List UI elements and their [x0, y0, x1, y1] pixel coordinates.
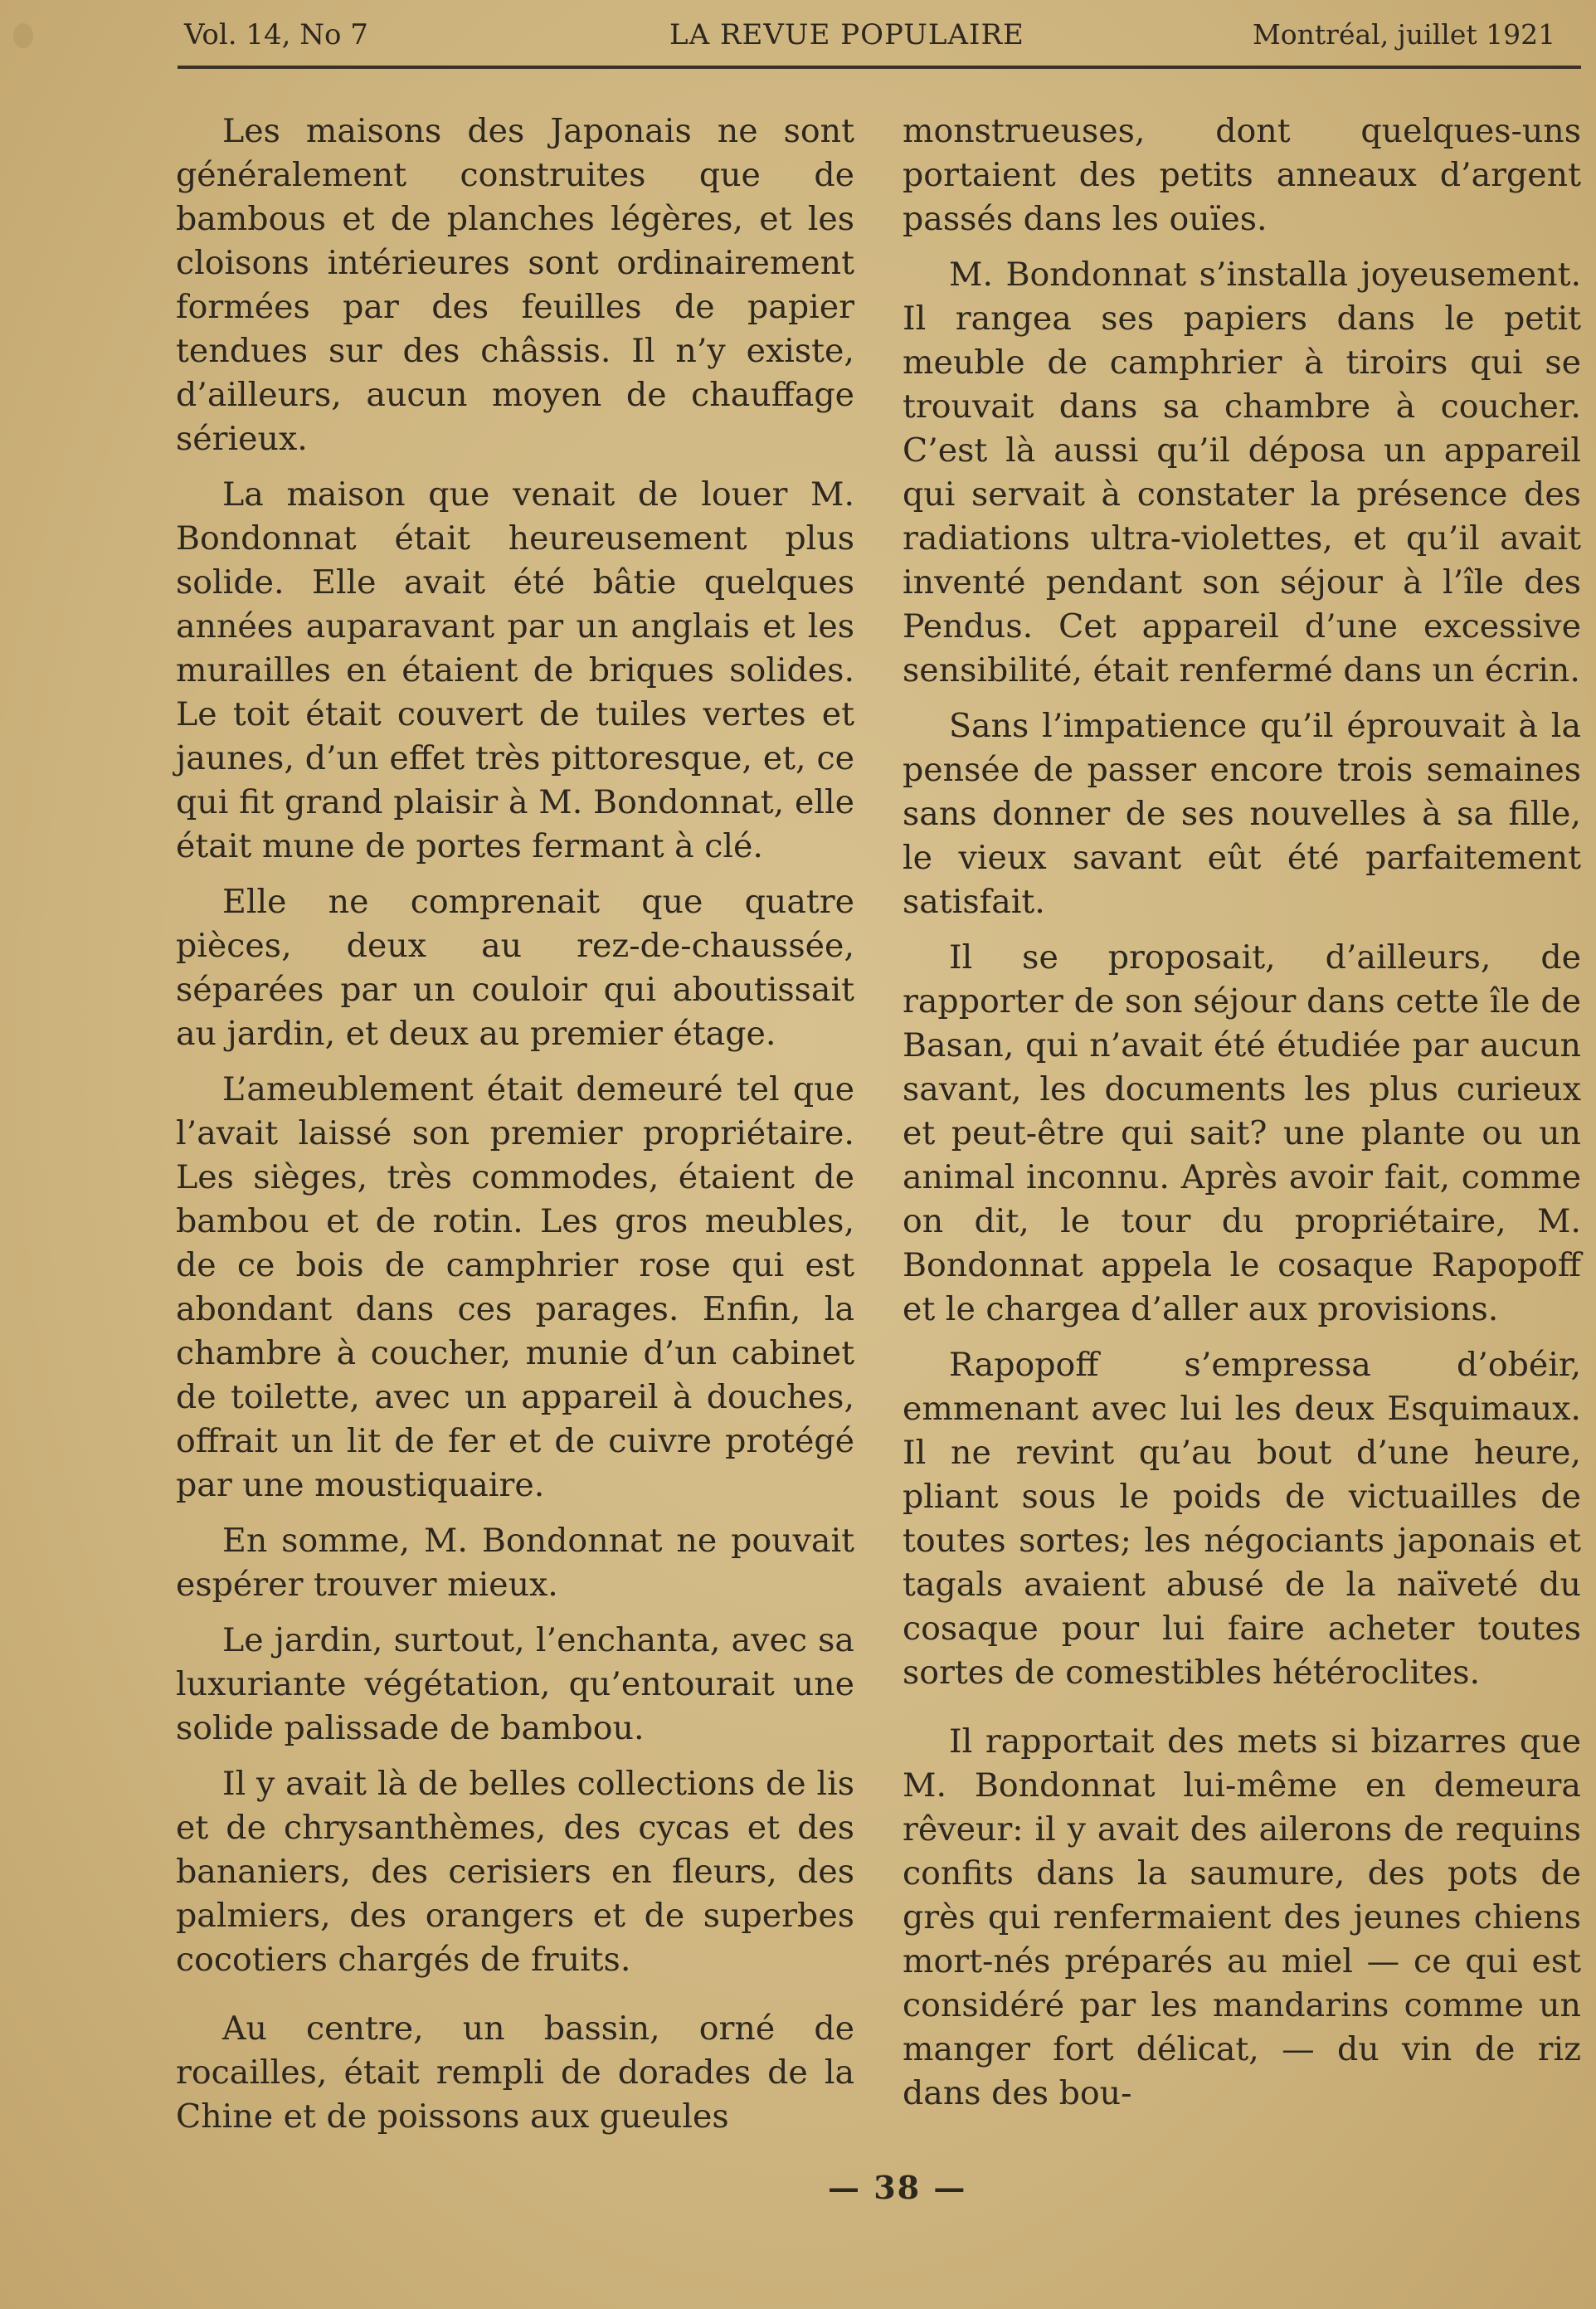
paragraph: Il y avait là de belles collections de lis et de chrysanthèmes, des cycas et des bananiers, des cerisiers en fleurs, des palmiers, des orangers et de superbes cocotiers chargés de fruits.: [176, 1765, 854, 1979]
left-column: [176, 110, 854, 2151]
paragraph: Au centre, un bassin, orné de rocailles, était rempli de dorades de la Chine et de poissons aux gueules: [176, 2009, 854, 2136]
header-volume: Vol. 14, No 7: [184, 18, 368, 51]
paragraph: M. Bondonnat s’installa joyeusement. Il rangea ses papiers dans le petit meuble de camphrier à tiroirs qui se trouvait dans sa chambre à coucher. C’est là aussi qu’il déposa un appareil qui servait à constater la présence des radiations ultra-violettes, et qu’il avait inventé pendant son séjour à l’île des Pendus. Cet appareil d’une excessive sensibilité, était renfermé dans un écrin.: [903, 256, 1581, 689]
paragraph: L’ameublement était demeuré tel que l’avait laissé son premier propriétaire. Les sièges, très commodes, étaient de bambou et de rotin. Les gros meubles, de ce bois de camphrier rose qui est abondant dans ces parages. Enfin, la chambre à coucher, munie d’un cabinet de toilette, avec un appareil à douches, offrait un lit de fer et de cuivre protégé par une moustiquaire.: [176, 1070, 854, 1504]
paragraph: En somme, M. Bondonnat ne pouvait espérer trouver mieux.: [176, 1522, 854, 1604]
paragraph: Il se proposait, d’ailleurs, de rapporter de son séjour dans cette île de Basan, qui n’avait été étudiée par aucun savant, les documents les plus curieux et peut-être qui sait? une plante ou un animal inconnu. Après avoir fait, comme on dit, le tour du propriétaire, M. Bondonnat appela le cosaque Rapopoff et le chargea d’aller aux provisions.: [903, 938, 1581, 1328]
paragraph: monstrueuses, dont quelques-uns portaient des petits anneaux d’argent passés dans les ouïes.: [903, 112, 1581, 238]
margin-stain: [13, 23, 33, 48]
header-place-date: Montréal, juillet 1921: [1253, 18, 1556, 51]
paragraph: La maison que venait de louer M. Bondonnat était heureusement plus solide. Elle avait été bâtie quelques années auparavant par un anglais et les murailles en étaient de briques solides. Le toit était couvert de tuiles vertes et jaunes, d’un effet très pittoresque, et, ce qui fit grand plaisir à M. Bondonnat, elle était mune de portes fermant à clé.: [176, 475, 854, 865]
header-journal-title: LA REVUE POPULAIRE: [669, 18, 1024, 51]
paragraph: Le jardin, surtout, l’enchanta, avec sa luxuriante végétation, qu’entourait une solide palissade de bambou.: [176, 1621, 854, 1747]
paragraph: Sans l’impatience qu’il éprouvait à la pensée de passer encore trois semaines sans donner de ses nouvelles à sa fille, le vieux savant eût été parfaitement satisfait.: [903, 707, 1581, 921]
page-number: — 38 —: [828, 2169, 967, 2206]
paragraph: Rapopoff s’empressa d’obéir, emmenant avec lui les deux Esquimaux. Il ne revint qu’au bout d’une heure, pliant sous le poids de victuailles de toutes sortes; les négociants japonais et tagals avaient abusé de la naïveté du cosaque pour lui faire acheter toutes sortes de comestibles hétéroclites.: [903, 1346, 1581, 1692]
paragraph: Il rapportait des mets si bizarres que M. Bondonnat lui-même en demeura rêveur: il y avait des ailerons de requins confits dans la saumure, des pots de grès qui renfermaient des jeunes chiens mort-nés préparés au miel — ce qui est considéré par les mandarins comme un manger fort délicat, — du vin de riz dans des bou-: [903, 1722, 1581, 2112]
right-column: [903, 110, 1581, 2127]
paragraph: Elle ne comprenait que quatre pièces, deux au rez-de-chaussée, séparées par un couloir qui aboutissait au jardin, et deux au premier étage.: [176, 883, 854, 1053]
paragraph: Les maisons des Japonais ne sont généralement construites que de bambous et de planches légères, et les cloisons intérieures sont ordinairement formées par des feuilles de papier tendues sur des châssis. Il n’y existe, d’ailleurs, aucun moyen de chauffage sérieux.: [176, 112, 854, 458]
header-rule: [178, 66, 1581, 69]
